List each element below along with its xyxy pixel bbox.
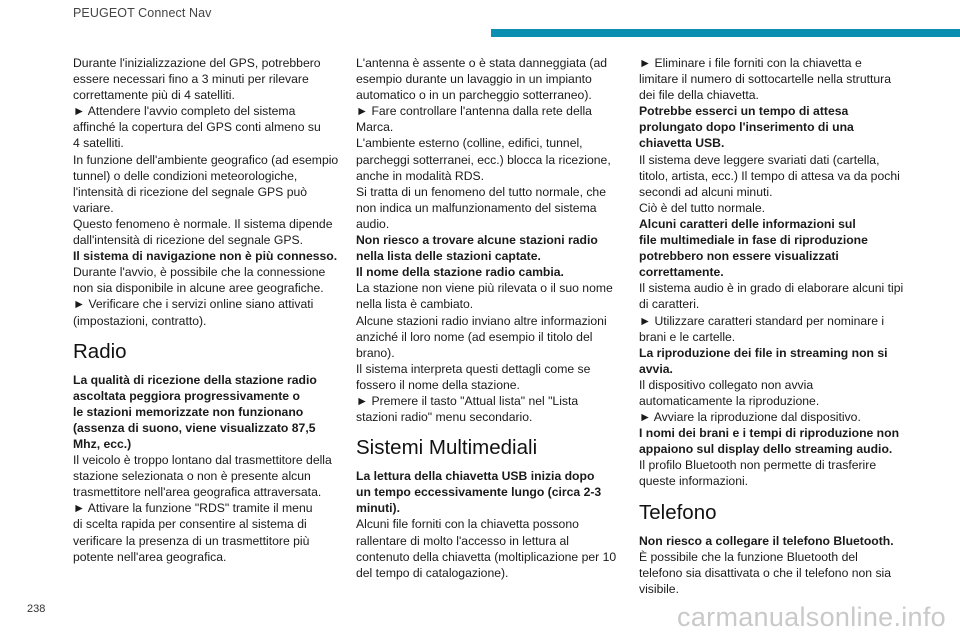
paragraph: La stazione non viene più rilevata o il suo nome nella lista è cambiato. bbox=[356, 281, 613, 312]
paragraph: Si tratta di un fenomeno del tutto normale, che non indica un malfunzionamento del sistema audio. bbox=[356, 184, 606, 231]
watermark: carmanualsonline.info bbox=[677, 602, 946, 632]
paragraph: Il profilo Bluetooth non permette di trasferire queste informazioni. bbox=[639, 458, 877, 489]
paragraph: Il sistema audio è in grado di elaborare alcuni tipi di caratteri. bbox=[639, 281, 904, 312]
paragraph: ► Verificare che i servizi online siano attivati (impostazioni, contratto). bbox=[73, 297, 314, 328]
column-2 bbox=[356, 55, 628, 581]
paragraph: Durante l'inizializzazione del GPS, potrebbero essere necessari fino a 3 minuti per rilevare correttamente più di 4 satelliti. bbox=[73, 56, 321, 103]
paragraph: ► Attendere l'avvio completo del sistema affinché la copertura del GPS conti almeno su 4 satelliti. bbox=[73, 104, 321, 151]
paragraph: Ciò è del tutto normale. bbox=[639, 200, 766, 215]
column-3 bbox=[639, 55, 911, 597]
question-heading: La lettura della chiavetta USB inizia dopo un tempo eccessivamente lungo (circa 2-3 minuti). bbox=[356, 469, 602, 516]
paragraph: ► Premere il tasto "Attual lista" nel "Lista stazioni radio" menu secondario. bbox=[356, 393, 579, 425]
paragraph: L'antenna è assente o è stata danneggiata (ad esempio durante un lavaggio in un impianto automatico o in un parcheggio sotterraneo). bbox=[356, 56, 608, 103]
section-heading: Sistemi Multimediali bbox=[356, 436, 538, 460]
paragraph: Il sistema deve leggere svariati dati (cartella, titolo, artista, ecc.) Il tempo di attesa va da pochi secondi ad alcuni minuti. bbox=[639, 152, 900, 199]
paragraph: ► Fare controllare l'antenna dalla rete della Marca. bbox=[356, 104, 592, 135]
section-heading: Telefono bbox=[639, 500, 717, 524]
question-heading: Alcuni caratteri delle informazioni sul file multimediale in fase di riproduzione potrebbero non essere visualizzati correttamente. bbox=[639, 216, 868, 280]
header-accent-bar bbox=[491, 29, 960, 37]
paragraph: ► Avviare la riproduzione dal dispositivo. bbox=[639, 410, 861, 425]
paragraph: È possibile che la funzione Bluetooth del telefono sia disattivata o che il telefono non sia visibile. bbox=[639, 549, 892, 596]
paragraph: In funzione dell'ambiente geografico (ad esempio tunnel) o delle condizioni meteorologiche, l'intensità di ricezione del segnale GPS può variare. bbox=[73, 152, 339, 215]
paragraph: ► Attivare la funzione "RDS" tramite il menu di scelta rapida per consentire al sistema di verificare la presenza di un trasmettitore più potente nell'area geografica. bbox=[73, 501, 313, 564]
question-heading: Il nome della stazione radio cambia. bbox=[356, 265, 564, 280]
paragraph: Questo fenomeno è normale. Il sistema dipende dall'intensità di ricezione del segnale GPS. bbox=[73, 216, 333, 248]
header-title: PEUGEOT Connect Nav bbox=[73, 6, 212, 20]
paragraph: Il veicolo è troppo lontano dal trasmettitore della stazione selezionata o non è presente alcun trasmettitore nell'area geografica attraversata. bbox=[73, 453, 332, 500]
paragraph: L'ambiente esterno (colline, edifici, tunnel, parcheggi sotterranei, ecc.) blocca la ricezione, anche in modalità RDS. bbox=[356, 136, 611, 183]
paragraph: Alcune stazioni radio inviano altre informazioni anziché il loro nome (ad esempio il titolo del brano). bbox=[356, 313, 607, 360]
paragraph: Il dispositivo collegato non avvia automaticamente la riproduzione. bbox=[639, 377, 820, 408]
paragraph: Il sistema interpreta questi dettagli come se fossero il nome della stazione. bbox=[356, 361, 591, 392]
column-1 bbox=[73, 55, 345, 565]
question-heading: La riproduzione dei file in streaming non si avvia. bbox=[639, 345, 888, 376]
paragraph: ► Utilizzare caratteri standard per nominare i brani e le cartelle. bbox=[639, 313, 885, 344]
paragraph: ► Eliminare i file forniti con la chiavetta e limitare il numero di sottocartelle nella struttura dei file della chiavetta. bbox=[639, 56, 891, 103]
section-heading: Radio bbox=[73, 339, 127, 363]
page-number: 238 bbox=[27, 603, 46, 615]
paragraph: Alcuni file forniti con la chiavetta possono rallentare di molto l'accesso in lettura al contenuto della chiavetta (moltiplicazione per 10 del tempo di catalogazione). bbox=[356, 517, 617, 580]
question-heading: La qualità di ricezione della stazione radio ascoltata peggiora progressivamente o le stazioni memorizzate non funzionano (assenza di suono, viene visualizzato 87,5 Mhz, ecc.) bbox=[73, 372, 317, 451]
question-heading: I nomi dei brani e i tempi di riproduzione non appaiono sul display dello streaming audio. bbox=[639, 426, 900, 457]
paragraph: Durante l'avvio, è possibile che la connessione non sia disponibile in alcune aree geografiche. bbox=[73, 265, 326, 296]
question-heading: Non riesco a trovare alcune stazioni radio nella lista delle stazioni captate. bbox=[356, 233, 598, 264]
question-heading: Il sistema di navigazione non è più connesso. bbox=[73, 249, 338, 264]
question-heading: Non riesco a collegare il telefono Bluetooth. bbox=[639, 533, 894, 548]
question-heading: Potrebbe esserci un tempo di attesa prolungato dopo l'inserimento di una chiavetta USB. bbox=[639, 104, 854, 151]
